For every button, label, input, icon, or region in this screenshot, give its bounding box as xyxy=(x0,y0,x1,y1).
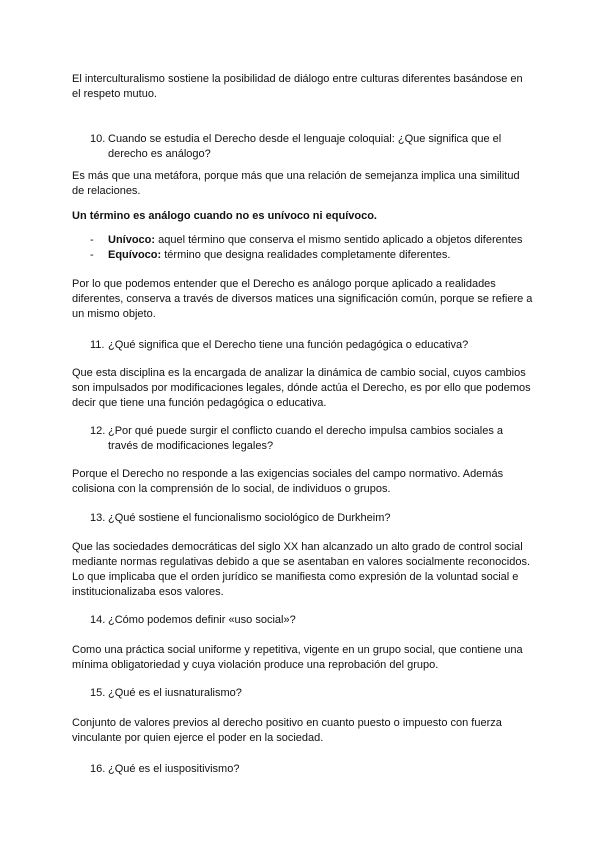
question-number: 16. xyxy=(90,763,106,775)
question-15 xyxy=(90,686,530,701)
question-number: 11. xyxy=(90,339,105,351)
answer-13-paragraph: Que las sociedades democráticas del siglo XX han alcanzado un alto grado de control social mediante normas regulativas debido a que se asentaban en valores socialmente reconocidos. Lo que implicaba que el orden jurídico se manifiesta como expresión de la voluntad social e institucionalizaba esos valores. xyxy=(72,541,531,598)
question-12 xyxy=(90,424,530,454)
question-number: 13. xyxy=(90,512,106,524)
bullet-definition: aquel término que conserva el mismo sentido aplicado a objetos diferentes xyxy=(155,234,523,246)
bullet-term: Unívoco: xyxy=(108,234,156,246)
question-14 xyxy=(90,613,530,628)
question-text-continued: través de modificaciones legales? xyxy=(108,440,274,452)
question-16 xyxy=(90,762,530,777)
question-number: 10. xyxy=(90,133,106,145)
question-number: 14. xyxy=(90,614,106,626)
question-10 xyxy=(90,132,530,162)
bullet-definition: término que designa realidades completamente diferentes. xyxy=(161,249,451,261)
answer-10-bold-statement: Un término es análogo cuando no es unívoco ni equívoco. xyxy=(72,210,377,222)
intro-paragraph: El interculturalismo sostiene la posibilidad de diálogo entre culturas diferentes basándose en el respeto mutuo. xyxy=(72,73,523,100)
bullet-dash: - xyxy=(90,249,94,261)
bullet-term: Equívoco: xyxy=(108,249,162,261)
question-text: ¿Cómo podemos definir «uso social»? xyxy=(108,614,296,626)
answer-10-paragraph: Es más que una metáfora, porque más que una relación de semejanza implica una similitud de relaciones. xyxy=(72,170,520,197)
question-11 xyxy=(90,338,530,353)
answer-11-paragraph: Que esta disciplina es la encargada de analizar la dinámica de cambio social, cuyos cambios son impulsados por modificaciones legales, dónde actúa el Derecho, es por ello que podemos decir que tiene una función pedagógica o educativa. xyxy=(72,367,531,409)
answer-14-paragraph: Como una práctica social uniforme y repetitiva, vigente en un grupo social, que contiene una mínima obligatoriedad y cuya violación produce una reprobación del grupo. xyxy=(72,644,523,671)
question-number: 15. xyxy=(90,687,106,699)
question-text: Cuando se estudia el Derecho desde el lenguaje coloquial: ¿Que significa que el xyxy=(108,133,502,145)
question-text: ¿Por qué puede surgir el conflicto cuando el derecho impulsa cambios sociales a xyxy=(108,425,503,437)
question-number: 12. xyxy=(90,425,106,437)
answer-12-paragraph: Porque el Derecho no responde a las exigencias sociales del campo normativo. Además colisiona con la comprensión de lo social, de individuos o grupos. xyxy=(72,468,504,495)
answer-15-paragraph: Conjunto de valores previos al derecho positivo en cuanto puesto o impuesto con fuerza vinculante por quien ejerce el poder en la sociedad. xyxy=(72,717,502,744)
bullet-dash: - xyxy=(90,234,94,246)
question-13 xyxy=(90,511,530,526)
question-text: ¿Qué sostiene el funcionalismo sociológico de Durkheim? xyxy=(108,512,391,524)
bullet-univoco xyxy=(90,233,540,248)
question-text-continued: derecho es análogo? xyxy=(108,148,211,160)
answer-10-conclusion: Por lo que podemos entender que el Derecho es análogo porque aplicado a realidades diferentes, conserva a través de diversos matices una significación común, porque se refiere a un mismo objeto. xyxy=(72,278,533,320)
question-text: ¿Qué significa que el Derecho tiene una función pedagógica o educativa? xyxy=(108,339,469,351)
question-text: ¿Qué es el iusnaturalismo? xyxy=(108,687,242,699)
bullet-equivoco xyxy=(90,248,540,263)
question-text: ¿Qué es el iuspositivismo? xyxy=(108,763,240,775)
